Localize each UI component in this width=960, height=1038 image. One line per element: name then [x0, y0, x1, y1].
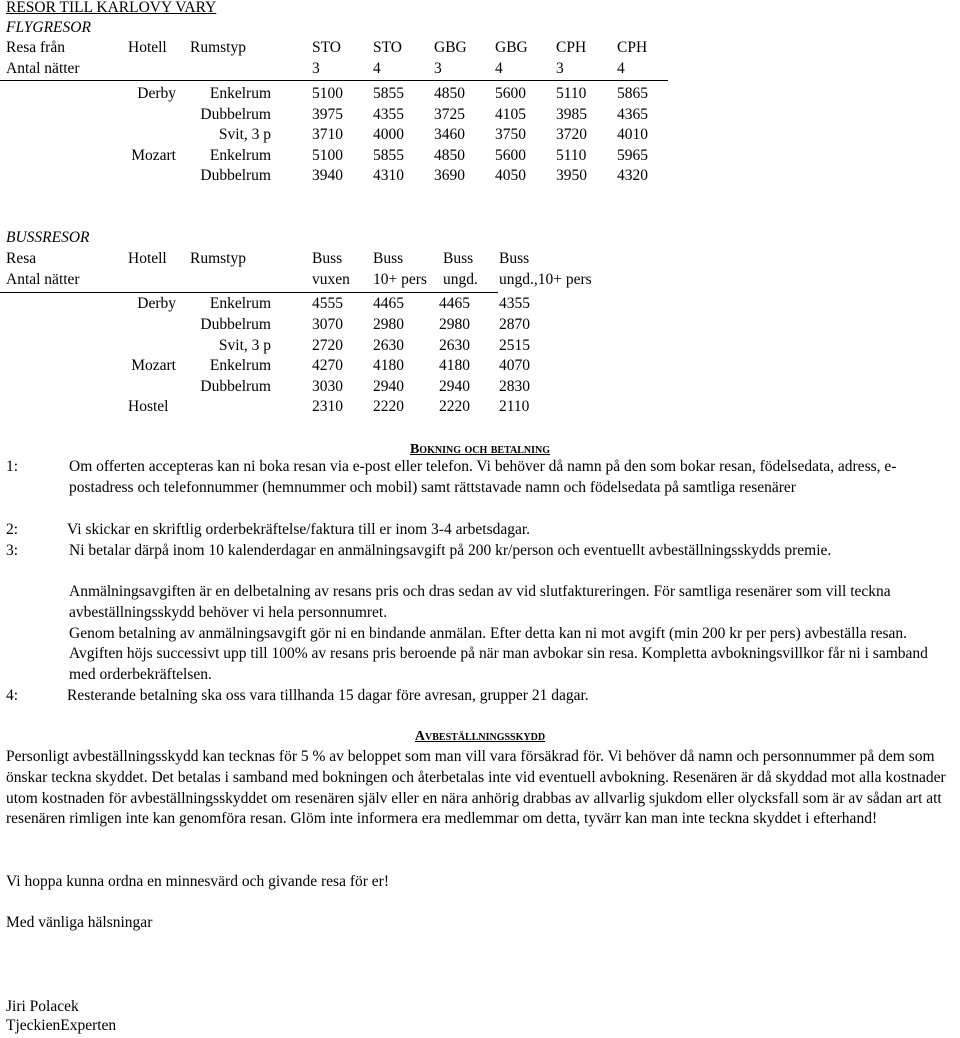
flight-cell-price: 4365	[617, 105, 648, 123]
greeting: Med vänliga hälsningar	[6, 914, 153, 931]
bus-cell-price: 2220	[373, 398, 404, 415]
flight-head-hotel: Hotell	[128, 39, 167, 56]
bus-cell-price: 3070	[312, 316, 343, 333]
bus-cell-price: 4555	[312, 295, 343, 312]
flight-head-nights-col: 3	[312, 60, 320, 77]
closing-line: Vi hoppa kunna ordna en minnesvärd och givande resa för er!	[6, 873, 389, 890]
flight-cell-price: 5600	[495, 85, 526, 102]
bus-cell-price: 2830	[499, 377, 530, 395]
bus-cell-room: Svit, 3 p	[218, 336, 271, 354]
flight-cell-room: Dubbelrum	[200, 167, 271, 184]
bus-cell-price: 4180	[439, 357, 470, 374]
booking-item-text: Vi skickar en skriftlig orderbekräftelse/faktura till er inom 3-4 arbetsdagar.	[67, 521, 531, 538]
flight-cell-price: 3950	[556, 167, 587, 184]
flight-cell-price: 4050	[495, 167, 526, 184]
bus-head-room: Rumstyp	[190, 250, 246, 267]
bus-head-sub: 10+ pers	[373, 271, 427, 288]
flight-cell-room: Svit, 3 p	[218, 126, 271, 143]
bus-cell-price: 3030	[312, 377, 343, 395]
booking-item-number: 1:	[6, 458, 19, 475]
signature-company: TjeckienExperten	[6, 1017, 117, 1034]
bus-head-col: Buss	[312, 250, 343, 267]
flight-cell-price: 3940	[312, 167, 343, 184]
bus-cell-price: 4355	[499, 295, 530, 312]
flight-cell-room: Dubbelrum	[200, 105, 271, 123]
booking-heading: Bokning och betalning	[409, 442, 551, 457]
flight-cell-room: Enkelrum	[209, 85, 271, 102]
bus-cell-room: Enkelrum	[209, 295, 271, 312]
flight-cell-price: 3985	[556, 105, 587, 123]
flight-head-col: GBG	[434, 39, 467, 56]
flight-head-col: STO	[312, 39, 342, 56]
flight-cell-price: 5100	[312, 85, 343, 102]
flight-head-nights-col: 4	[373, 60, 381, 77]
bus-cell-price: 2515	[499, 336, 530, 354]
flight-head-room: Rumstyp	[190, 39, 246, 56]
flight-cell-price: 3720	[556, 126, 587, 143]
flight-cell-price: 4000	[373, 126, 404, 143]
signature-name: Jiri Polacek	[6, 998, 79, 1015]
bus-head-col: Buss	[499, 250, 530, 267]
flight-cell-price: 4105	[495, 105, 526, 123]
bus-cell-price: 2870	[499, 316, 530, 333]
flight-cell-price: 4010	[617, 126, 648, 143]
bus-header-divider	[0, 292, 498, 293]
cancellation-text: Personligt avbeställningsskydd kan tecknas för 5 % av beloppet som man vill vara försäkrad för. Vi behöver då namn och personnummer på dem som önskar teckna skyddet. Det betalas i samband med bokningen och återbetalas inte vid eventuell avbokning. Resenären är då skyddad mot alla kostnader utom kostnaden för avbeställningsskyddet om resenären själv eller en nära anhörig drabbas av allvarlig sjukdom eller olycksfall som är av sådan art att resenären rimligen inte kan genomföra resan. Glöm inte informera era medlemmar om detta, tyvärr kan man inte teckna skyddet i efterhand!	[6, 748, 946, 828]
flight-head-nights-col: 3	[434, 60, 442, 77]
bus-cell-price: 2940	[373, 377, 404, 395]
bus-cell-price: 2630	[373, 336, 404, 354]
flight-cell-price: 3460	[434, 126, 465, 143]
flight-cell-price: 3725	[434, 105, 465, 123]
bus-cell-price: 2720	[312, 336, 343, 354]
flight-cell-price: 5100	[312, 146, 343, 164]
bus-head-col: Buss	[443, 250, 474, 267]
bus-head-sub: ungd.,10+ pers	[499, 271, 592, 288]
bus-cell-price: 4270	[312, 357, 343, 374]
flight-head-nights-col: 4	[495, 60, 503, 77]
bus-head-col: Buss	[373, 250, 404, 267]
document-title: RESOR TILL KARLOVY VARY	[6, 0, 217, 16]
flight-cell-price: 3690	[434, 167, 465, 184]
bus-cell-price: 2630	[439, 336, 470, 354]
flight-cell-price: 5865	[617, 85, 648, 102]
bus-head-sub: ungd.	[443, 271, 478, 288]
booking-item-number: 4:	[6, 687, 19, 704]
bus-cell-price: 4465	[373, 295, 404, 312]
flight-head-nights-col: 4	[617, 60, 625, 77]
flight-cell-hotel: Mozart	[131, 146, 176, 164]
bus-cell-price: 4465	[439, 295, 470, 312]
bus-cell-hotel: Derby	[137, 295, 176, 312]
flight-cell-price: 3750	[495, 126, 526, 143]
booking-item-text: Anmälningsavgiften är en delbetalning av resans pris och dras sedan av vid slutfaktureringen. För samtliga resenärer som vill teckna avbeställningsskydd behöver vi hela personnumret.	[69, 583, 891, 621]
flight-cell-room: Enkelrum	[209, 146, 271, 164]
booking-item-text: Genom betalning av anmälningsavgift gör ni en bindande anmälan. Efter detta kan ni mot avgift (min 200 kr per pers) avbeställa resan. Avgiften höjs successivt upp till 100% av resans pris beroende på när man avbokar sin resa. Kompletta avbokningsvillkor får ni i samband med orderbekräftelsen.	[69, 624, 928, 684]
flight-cell-price: 4355	[373, 105, 404, 123]
bus-cell-price: 4070	[499, 357, 530, 374]
bus-cell-price: 2980	[373, 316, 404, 333]
flight-cell-price: 5600	[495, 146, 526, 164]
bus-cell-room: Dubbelrum	[200, 377, 271, 395]
flight-cell-price: 5965	[617, 146, 648, 164]
booking-item-number: 2:	[6, 521, 19, 538]
booking-item-number: 3:	[6, 541, 19, 559]
flight-head-nights: Antal nätter	[6, 60, 80, 77]
bus-head-trip: Resa	[6, 250, 37, 267]
bus-head-sub: vuxen	[312, 271, 350, 288]
flight-head-col: GBG	[495, 39, 528, 56]
booking-item-text: Om offerten accepteras kan ni boka resan via e-post eller telefon. Vi behöver då namn på den som bokar resan, födelsedata, adress, e-postadress och telefonnummer (hemnummer och mobil) samt rättstavade namn och födelsedata på samtliga resenärer	[69, 458, 897, 496]
bus-cell-hotel: Mozart	[131, 357, 176, 374]
bus-cell-price: 4180	[373, 357, 404, 374]
flight-section-heading: FLYGRESOR	[6, 19, 91, 36]
bus-head-nights: Antal nätter	[6, 271, 80, 288]
bus-cell-room: Enkelrum	[209, 357, 271, 374]
flight-cell-price: 4320	[617, 167, 648, 184]
bus-cell-price: 2310	[312, 398, 343, 415]
flight-head-col: CPH	[617, 39, 648, 56]
flight-head-from: Resa från	[6, 39, 65, 56]
booking-item-text: Ni betalar därpå inom 10 kalenderdagar en anmälningsavgift på 200 kr/person och eventuellt avbeställningsskydds premie.	[69, 541, 832, 559]
flight-cell-price: 4850	[434, 146, 465, 164]
booking-item-text: Resterande betalning ska oss vara tillhanda 15 dagar före avresan, grupper 21 dagar.	[67, 687, 589, 704]
bus-cell-hotel: Hostel	[128, 398, 169, 415]
flight-cell-price: 3710	[312, 126, 343, 143]
flight-cell-price: 5110	[556, 85, 587, 102]
bus-head-hotel: Hotell	[128, 250, 167, 267]
flight-head-col: STO	[373, 39, 403, 56]
bus-cell-price: 2980	[439, 316, 470, 333]
cancellation-heading: Avbeställningsskydd	[414, 729, 546, 744]
flight-cell-hotel: Derby	[137, 85, 176, 102]
bus-section-heading: BUSSRESOR	[6, 229, 90, 246]
flight-cell-price: 5855	[373, 85, 404, 102]
bus-cell-room: Dubbelrum	[200, 316, 271, 333]
bus-cell-price: 2940	[439, 377, 470, 395]
flight-cell-price: 4310	[373, 167, 404, 184]
flight-head-col: CPH	[556, 39, 587, 56]
flight-head-nights-col: 3	[556, 60, 564, 77]
flight-cell-price: 5110	[556, 146, 587, 164]
flight-cell-price: 4850	[434, 85, 465, 102]
bus-cell-price: 2110	[499, 398, 530, 415]
bus-cell-price: 2220	[439, 398, 470, 415]
flight-cell-price: 5855	[373, 146, 404, 164]
flight-header-divider	[0, 80, 668, 81]
flight-cell-price: 3975	[312, 105, 343, 123]
